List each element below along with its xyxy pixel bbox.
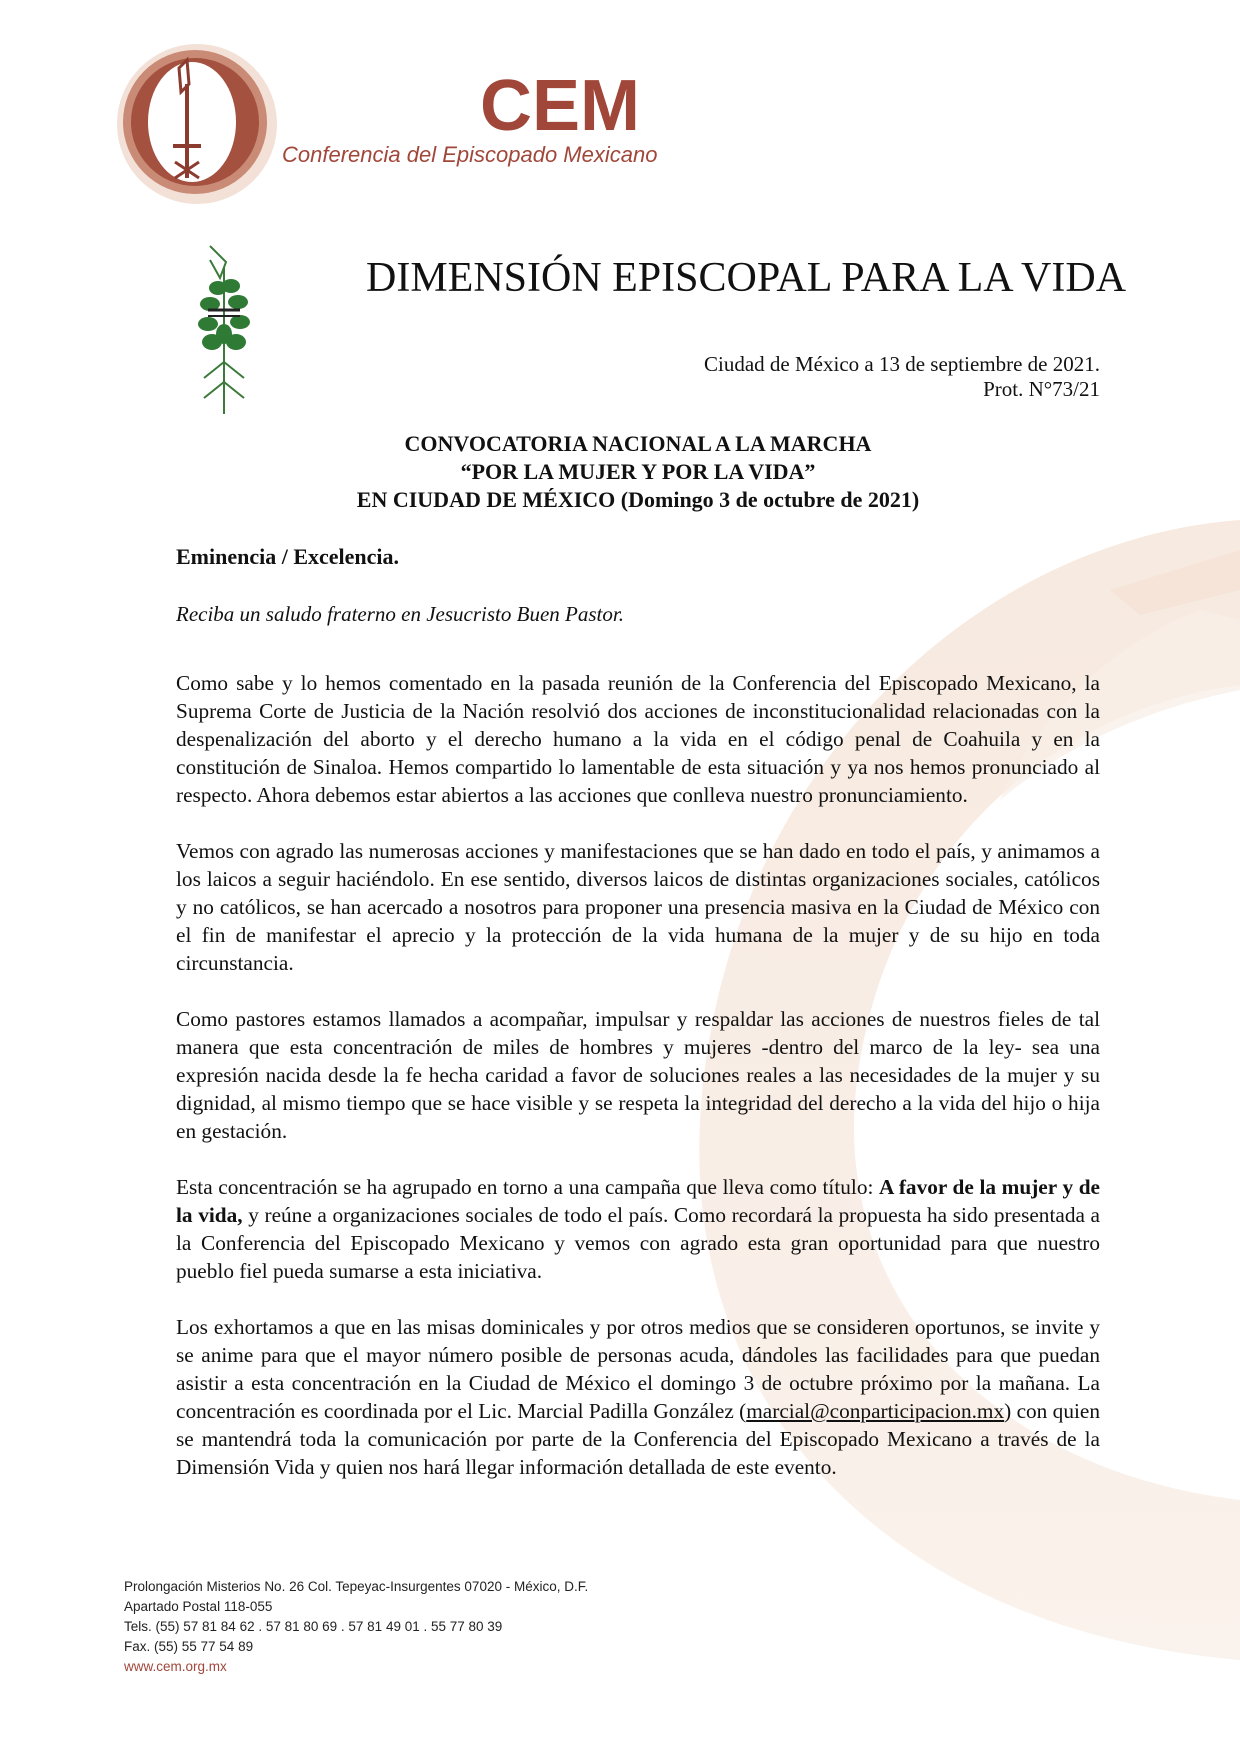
- footer-fax: Fax. (55) 55 77 54 89: [124, 1639, 254, 1654]
- convocatoria-line-2: “POR LA MUJER Y POR LA VIDA”: [460, 459, 816, 484]
- greeting: Eminencia / Excelencia.: [176, 544, 400, 569]
- paragraph-4-intro: Esta concentración se ha agrupado en torno a una campaña que lleva como título:: [176, 1175, 880, 1199]
- letter-body: [176, 669, 1100, 1509]
- footer-contact: [124, 1577, 588, 1677]
- convocatoria-heading: [176, 430, 1100, 514]
- footer-phones: Tels. (55) 57 81 84 62 . 57 81 80 69 . 57 81 49 01 . 55 77 80 39: [124, 1619, 503, 1634]
- paragraph-2: Vemos con agrado las numerosas acciones y manifestaciones que se han dado en todo el país, y animamos a los laicos a seguir haciéndolo. En ese sentido, diversos laicos de distintas organizaciones sociales, católicos y no católicos, se han acercado a nosotros para proponer una presencia masiva en la Ciudad de México con el fin de manifestar el aprecio y la protección de la vida humana de la mujer y de su hijo en toda circunstancia.: [176, 839, 1100, 975]
- vine-emblem: [198, 238, 268, 414]
- org-acronym: CEM: [480, 66, 640, 146]
- coordinator-email-link[interactable]: marcial@conparticipacion.mx: [746, 1399, 1005, 1423]
- convocatoria-line-3: EN CIUDAD DE MÉXICO (Domingo 3 de octubre de 2021): [356, 487, 920, 512]
- campaign-title: A favor de la mujer y de la vida,: [176, 1175, 1101, 1227]
- org-name: Conferencia del Episcopado Mexicano: [282, 142, 658, 167]
- cem-logo: [115, 36, 285, 206]
- footer-address: Prolongación Misterios No. 26 Col. Tepeyac-Insurgentes 07020 - México, D.F.: [124, 1579, 589, 1594]
- date-block: [600, 352, 1100, 402]
- paragraph-1: Como sabe y lo hemos comentado en la pasada reunión de la Conferencia del Episcopado Mexicano, la Suprema Corte de Justicia de la Nación resolvió dos acciones de inconstitucionalidad relacionadas con la despenalización del aborto y el derecho humano a la vida en el código penal de Coahuila y en la constitución de Sinaloa. Hemos compartido lo lamentable de esta situación y ya nos hemos pronunciado al respecto. Ahora debemos estar abiertos a las acciones que conlleva nuestro pronunciamiento.: [176, 671, 1100, 807]
- convocatoria-line-1: CONVOCATORIA NACIONAL A LA MARCHA: [404, 431, 872, 456]
- footer-po-box: Apartado Postal 118-055: [124, 1599, 273, 1614]
- footer-website-link[interactable]: www.cem.org.mx: [124, 1659, 227, 1674]
- paragraph-5-rest: ) con quien se mantendrá toda la comunicación por parte de la Conferencia del Episcopado Mexicano a través de la Dimensión Vida y quien nos hará llegar información detallada de este evento.: [176, 1399, 1100, 1479]
- place-date: Ciudad de México a 13 de septiembre de 2021.: [704, 352, 1100, 376]
- paragraph-3: Como pastores estamos llamados a acompañar, impulsar y respaldar las acciones de nuestros fieles de tal manera que esta concentración de miles de hombres y mujeres -dentro del marco de la ley- sea una expresión nacida desde la fe hecha caridad a favor de soluciones reales a las necesidades de la mujer y su dignidad, al mismo tiempo que se hace visible y se respeta la integridad del derecho a la vida del hijo o hija en gestación.: [176, 1007, 1100, 1143]
- dimension-title: DIMENSIÓN EPISCOPAL PARA LA VIDA: [366, 255, 1127, 301]
- paragraph-4-rest: y reúne a organizaciones sociales de todo el país. Como recordará la propuesta ha sido presentada a la Conferencia del Episcopado Mexicano y vemos con agrado esta gran oportunidad para que nuestro pueblo fiel pueda sumarse a esta iniciativa.: [176, 1203, 1100, 1283]
- paragraph-5-intro: Los exhortamos a que en las misas dominicales y por otros medios que se consideren oportunos, se invite y se anime para que el mayor número posible de personas acuda, dándoles las facilidades para que puedan asistir a esta concentración en la Ciudad de México el domingo 3 de octubre próximo por la mañana. La concentración es coordinada por el Lic. Marcial Padilla González (: [176, 1315, 1100, 1423]
- paragraph-4: [176, 1173, 1100, 1285]
- salutation: Reciba un saludo fraterno en Jesucristo Buen Pastor.: [176, 602, 624, 626]
- paragraph-5: [176, 1313, 1100, 1481]
- protocol-number: Prot. N°73/21: [983, 377, 1100, 401]
